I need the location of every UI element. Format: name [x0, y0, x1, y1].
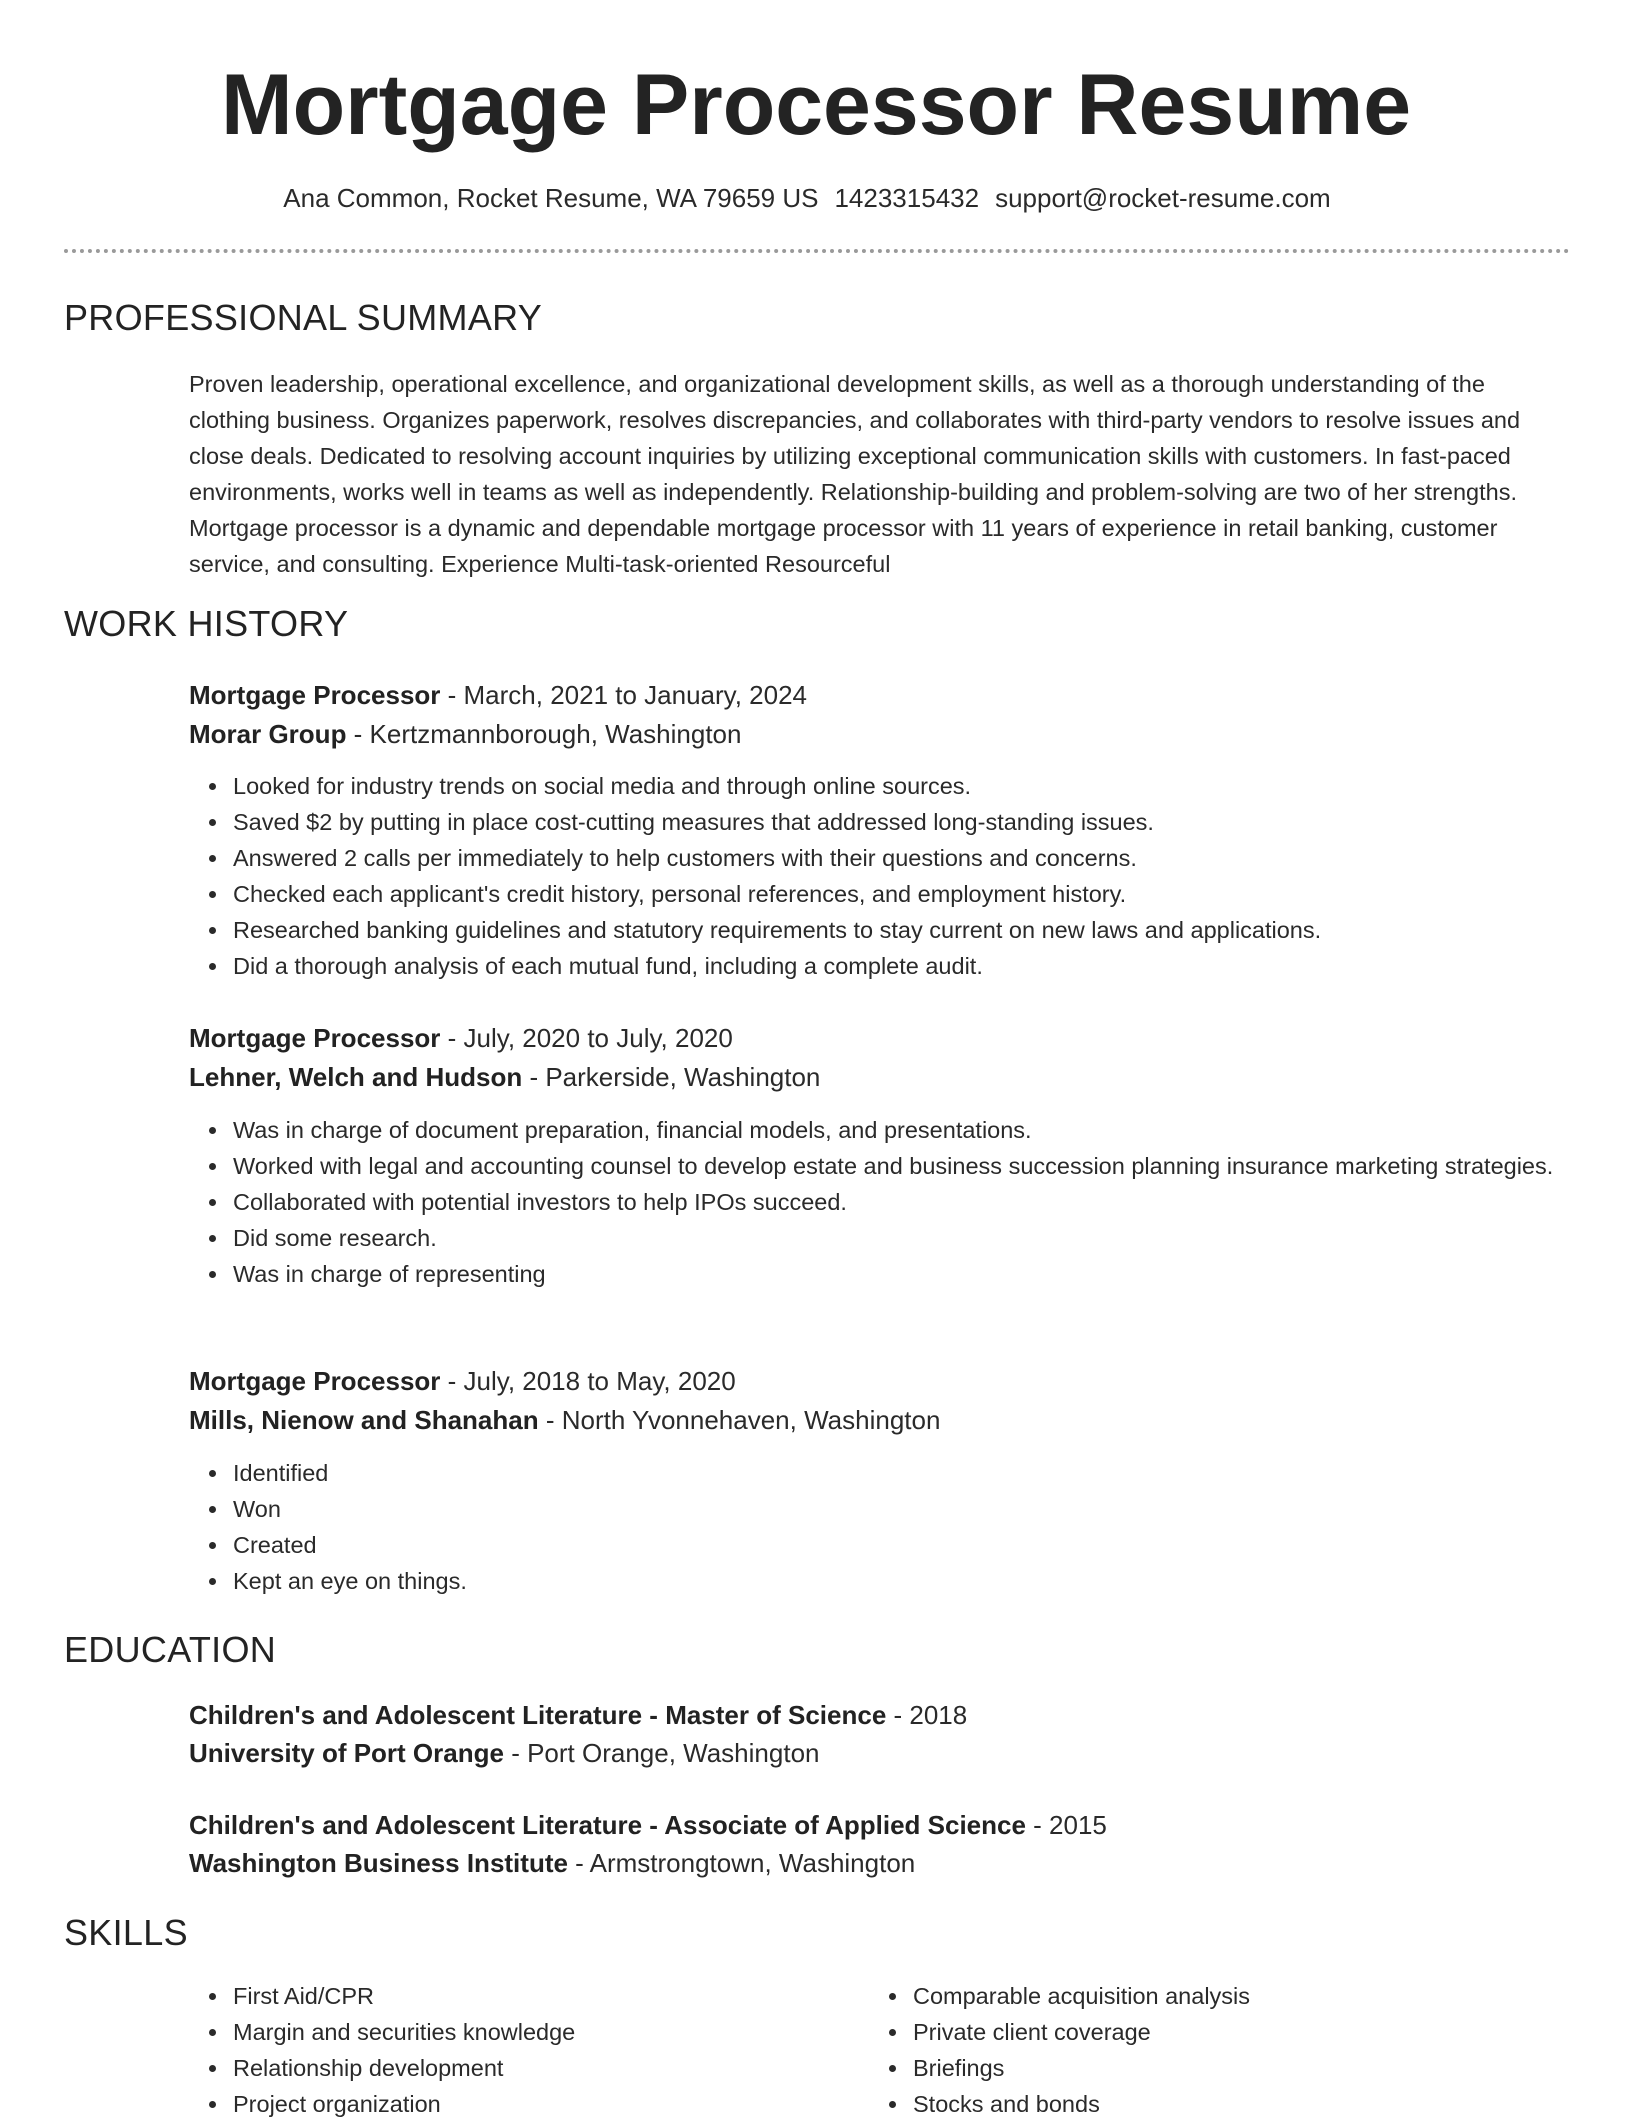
skill-item: Relationship development — [233, 2050, 873, 2086]
list-item: Won — [233, 1491, 1613, 1527]
job-bullets — [189, 768, 1613, 984]
list-item: Worked with legal and accounting counsel to develop estate and business succession planning insurance marketing strategies. — [233, 1148, 1613, 1184]
education-school-line — [189, 1844, 915, 1882]
education-heading: EDUCATION — [64, 1629, 277, 1670]
job-title-line — [189, 1362, 736, 1400]
list-item: Kept an eye on things. — [233, 1563, 1613, 1599]
list-item: Created — [233, 1527, 1613, 1563]
education-degree-line — [189, 1696, 967, 1734]
education-year: - 2015 — [1025, 1810, 1107, 1840]
skill-item: Comparable acquisition analysis — [913, 1978, 1553, 2014]
skill-item: Margin and securities knowledge — [233, 2014, 873, 2050]
education-degree-line — [189, 1806, 1107, 1844]
job-company: Lehner, Welch and Hudson — [189, 1062, 523, 1092]
contact-email: support@rocket-resume.com — [995, 183, 1331, 213]
skill-item: Project organization — [233, 2086, 873, 2122]
job-title-line — [189, 676, 807, 714]
job-company-line — [189, 715, 741, 753]
list-item: Did some research. — [233, 1220, 1613, 1256]
education-school-line — [189, 1734, 820, 1772]
skill-item: First Aid/CPR — [233, 1978, 873, 2014]
job-dates: - July, 2020 to July, 2020 — [440, 1023, 733, 1053]
education-location: - Port Orange, Washington — [503, 1738, 820, 1768]
job-company-line — [189, 1058, 820, 1096]
summary-text: Proven leadership, operational excellence, and organizational development skills, as well as a thorough understanding of the clothing business. Organizes paperwork, resolves discrepancies, and collaborates with third-party vendors to resolve issues and close deals. Dedicated to resolving account inquiries by utilizing exceptional communication skills with customers. In fast-paced environments, works well in teams as well as independently. Relationship-building and problem-solving are two of her strengths. Mortgage processor is a dynamic and dependable mortgage processor with 11 years of experience in retail banking, customer service, and consulting. Experience Multi-task-oriented Resourceful — [189, 371, 1521, 577]
education-school: Washington Business Institute — [189, 1848, 568, 1878]
list-item: Answered 2 calls per immediately to help customers with their questions and concerns. — [233, 840, 1613, 876]
job-bullets — [189, 1455, 1613, 1599]
list-item: Collaborated with potential investors to help IPOs succeed. — [233, 1184, 1613, 1220]
header-divider — [64, 249, 1570, 253]
job-company: Mills, Nienow and Shanahan — [189, 1405, 539, 1435]
skill-item: Stocks and bonds — [913, 2086, 1553, 2122]
job-dates: - March, 2021 to January, 2024 — [440, 680, 808, 710]
contact-line — [0, 178, 1614, 218]
list-item: Checked each applicant's credit history, personal references, and employment history. — [233, 876, 1613, 912]
job-dates: - July, 2018 to May, 2020 — [440, 1366, 736, 1396]
job-role: Mortgage Processor — [189, 680, 441, 710]
education-school: University of Port Orange — [189, 1738, 504, 1768]
list-item: Was in charge of document preparation, financial models, and presentations. — [233, 1112, 1613, 1148]
work-history-heading: WORK HISTORY — [64, 603, 349, 644]
skill-item: Private client coverage — [913, 2014, 1553, 2050]
job-location: - North Yvonnehaven, Washington — [538, 1405, 941, 1435]
education-location: - Armstrongtown, Washington — [567, 1848, 916, 1878]
list-item: Was in charge of representing — [233, 1256, 1613, 1292]
job-company-line — [189, 1401, 940, 1439]
contact-address: Ana Common, Rocket Resume, WA 79659 US — [283, 183, 819, 213]
education-degree: Children's and Adolescent Literature - Master of Science — [189, 1700, 887, 1730]
job-role: Mortgage Processor — [189, 1366, 441, 1396]
skills-left-column — [189, 1978, 873, 2122]
job-bullets — [189, 1112, 1613, 1292]
education-degree: Children's and Adolescent Literature - Associate of Applied Science — [189, 1810, 1026, 1840]
contact-phone: 1423315432 — [834, 183, 980, 213]
list-item: Researched banking guidelines and statutory requirements to stay current on new laws and applications. — [233, 912, 1613, 948]
page-title: Mortgage Processor Resume — [220, 57, 1412, 153]
list-item: Saved $2 by putting in place cost-cutting measures that addressed long-standing issues. — [233, 804, 1613, 840]
education-year: - 2018 — [886, 1700, 968, 1730]
summary-heading: PROFESSIONAL SUMMARY — [64, 297, 543, 338]
job-role: Mortgage Processor — [189, 1023, 441, 1053]
skill-item: Briefings — [913, 2050, 1553, 2086]
job-company: Morar Group — [189, 719, 347, 749]
job-location: - Parkerside, Washington — [522, 1062, 821, 1092]
job-title-line — [189, 1019, 733, 1057]
skills-heading: SKILLS — [64, 1912, 188, 1953]
job-location: - Kertzmannborough, Washington — [346, 719, 742, 749]
skills-right-column — [869, 1978, 1553, 2122]
list-item: Identified — [233, 1455, 1613, 1491]
list-item: Looked for industry trends on social media and through online sources. — [233, 768, 1613, 804]
list-item: Did a thorough analysis of each mutual fund, including a complete audit. — [233, 948, 1613, 984]
